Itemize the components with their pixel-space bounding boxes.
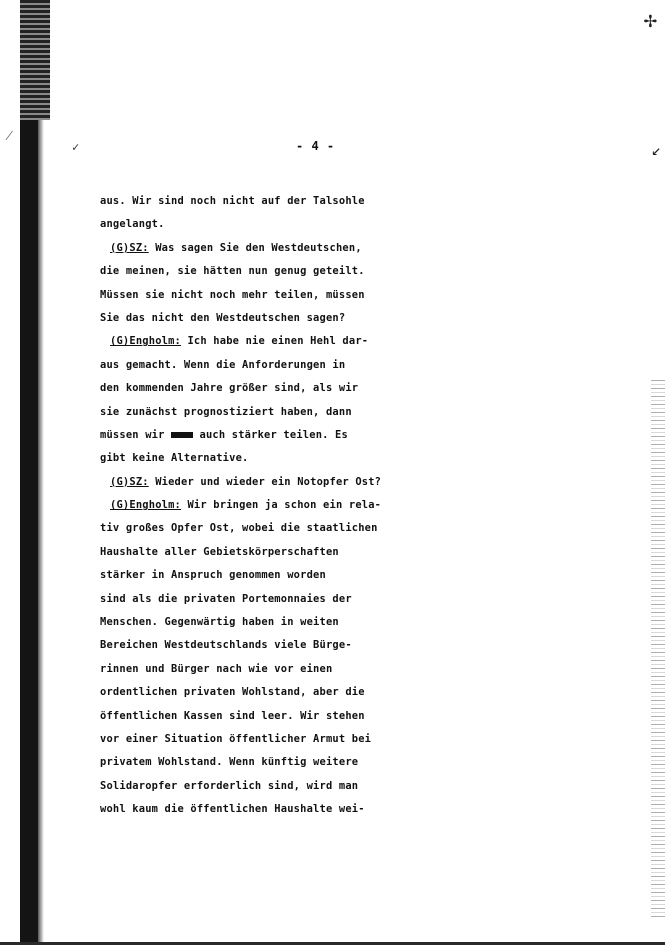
- text-line: [100, 190, 380, 213]
- text-line: [100, 658, 380, 681]
- line-text: ordentlichen privaten Wohlstand, aber die: [100, 686, 365, 699]
- text-line: [100, 260, 380, 283]
- text-line: [100, 377, 380, 400]
- line-text: aus. Wir sind noch nicht auf der Talsohle: [100, 195, 365, 207]
- text-line: [100, 564, 380, 587]
- text-line: [100, 213, 380, 236]
- text-line: [100, 354, 380, 377]
- line-text: gibt keine Alternative.: [100, 452, 249, 465]
- scan-speck-mark: ✓: [72, 140, 80, 154]
- text-line: [100, 284, 380, 307]
- page-number: - 4 -: [296, 139, 335, 153]
- line-text: Sie das nicht den Westdeutschen sagen?: [100, 311, 346, 324]
- line-text: den kommenden Jahre größer sind, als wir: [100, 382, 359, 395]
- line-text: die meinen, sie hätten nun genug geteilt.: [100, 265, 365, 278]
- line-text: tiv großes Opfer Ost, wobei die staatlichen: [100, 522, 378, 535]
- binding-edge: [20, 0, 38, 945]
- text-line: [100, 307, 380, 330]
- text-line: [100, 237, 380, 260]
- line-text: wohl kaum die öffentlichen Haushalte wei-: [100, 803, 365, 816]
- text-line: [100, 681, 380, 704]
- text-line: [100, 447, 380, 470]
- text-line: [100, 494, 380, 517]
- line-text: sind als die privaten Portemonnaies der: [100, 592, 352, 605]
- line-text: öffentlichen Kassen sind leer. Wir stehen: [100, 709, 365, 722]
- line-text: Wir bringen ja schon ein rela-: [181, 499, 382, 512]
- line-text: rinnen und Bürger nach wie vor einen: [100, 662, 333, 675]
- text-line: [100, 588, 380, 611]
- scan-speck-mark: ✢: [643, 8, 657, 33]
- line-text: Müssen sie nicht noch mehr teilen, müssen: [100, 288, 365, 301]
- text-line: [100, 728, 380, 751]
- text-line: [100, 751, 380, 774]
- line-text: Menschen. Gegenwärtig haben in weiten: [100, 616, 339, 629]
- redaction-mark: [171, 432, 193, 438]
- line-text: Ich habe nie einen Hehl dar-: [181, 335, 369, 348]
- text-line: [100, 424, 380, 447]
- line-text: Haushalte aller Gebietskörperschaften: [100, 545, 339, 558]
- scan-noise-right: [651, 380, 665, 920]
- speaker-label: (G)Engholm:: [110, 335, 182, 348]
- binding-shadow: [38, 0, 44, 945]
- text-line: [100, 611, 380, 634]
- line-text: sie zunächst prognostiziert haben, dann: [100, 405, 352, 418]
- line-text: privatem Wohlstand. Wenn künftig weitere: [100, 756, 359, 769]
- text-line: [100, 705, 380, 728]
- text-line: [100, 541, 380, 564]
- text-line: [100, 517, 380, 540]
- line-text: Was sagen Sie den Westdeutschen,: [148, 241, 362, 254]
- line-text: aus gemacht. Wenn die Anforderungen in: [100, 358, 346, 371]
- text-line: [100, 775, 380, 798]
- text-line: [100, 634, 380, 657]
- scan-speck-mark: ⁄: [8, 128, 11, 144]
- line-text: angelangt.: [100, 218, 165, 231]
- line-text: auch stärker teilen. Es: [193, 428, 348, 441]
- text-line: [100, 401, 380, 424]
- line-text: Wieder und wieder ein Notopfer Ost?: [148, 475, 382, 488]
- text-line: [100, 798, 380, 821]
- speaker-label: (G)SZ:: [110, 475, 149, 488]
- line-text: Bereichen Westdeutschlands viele Bürge-: [100, 639, 352, 652]
- speaker-label: (G)Engholm:: [110, 499, 182, 512]
- speaker-label: (G)SZ:: [110, 241, 149, 254]
- scan-speck-mark: ↙: [651, 140, 661, 159]
- typescript-body: [100, 190, 380, 822]
- line-text: müssen wir: [100, 428, 165, 441]
- line-text: Solidaropfer erforderlich sind, wird man: [100, 779, 359, 792]
- text-line: [100, 330, 380, 353]
- binding-top-noise: [20, 0, 50, 120]
- text-line: [100, 471, 380, 494]
- line-text: vor einer Situation öffentlicher Armut bei: [100, 732, 372, 745]
- line-text: stärker in Anspruch genommen worden: [100, 569, 326, 582]
